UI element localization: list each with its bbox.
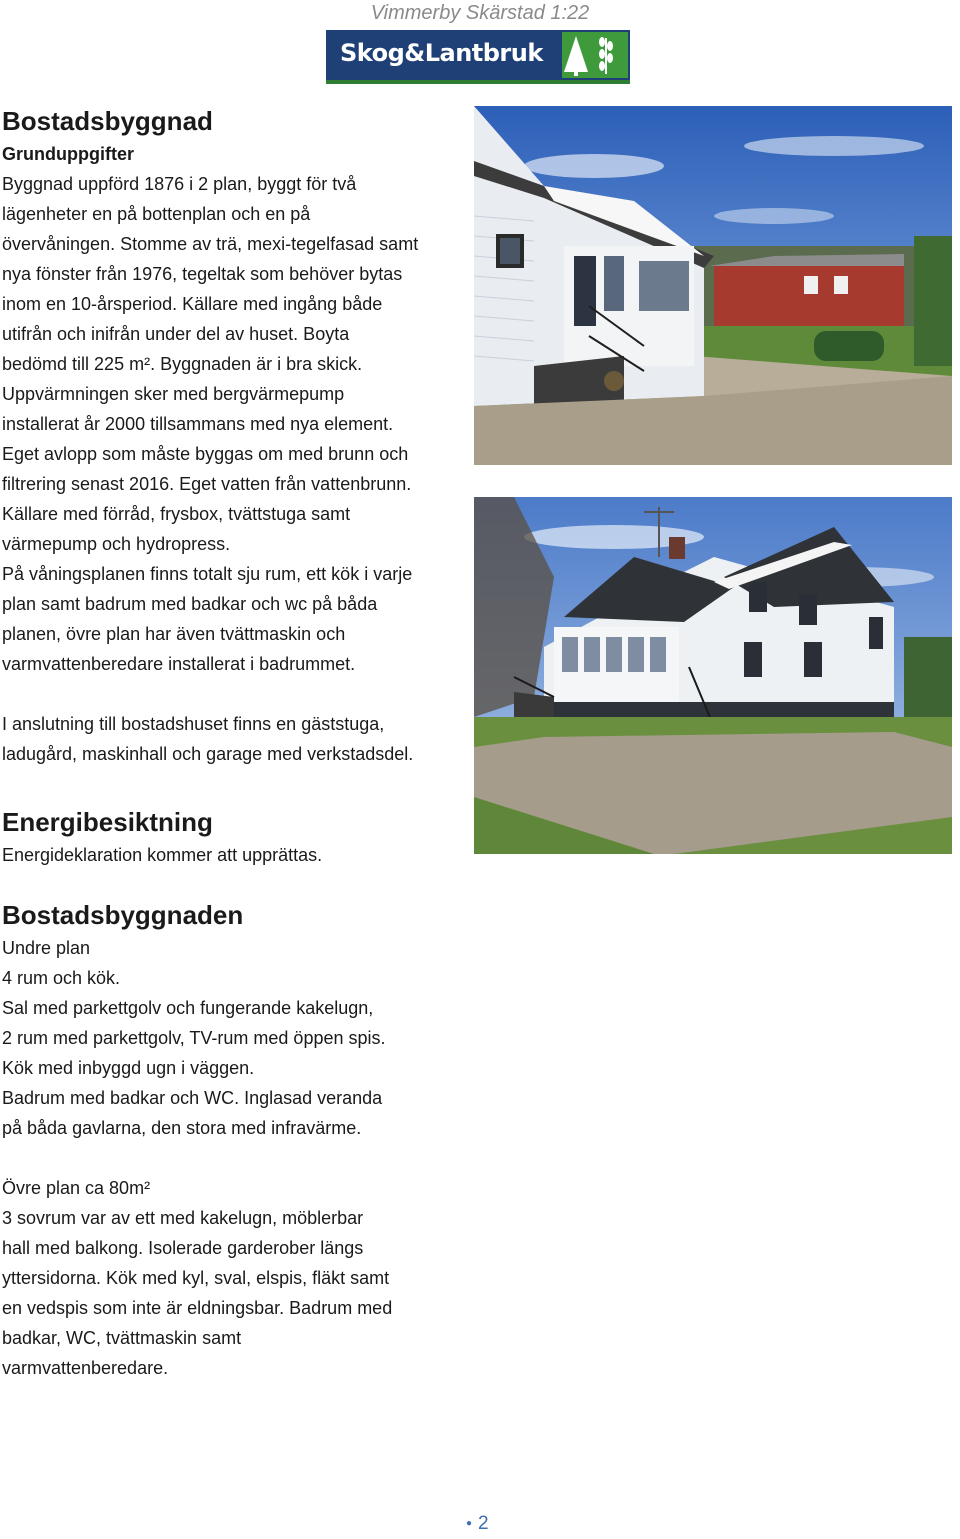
page-number-value: 2 — [478, 1513, 489, 1534]
section-subtitle: Grunduppgifter — [2, 144, 134, 164]
logo-text: Skog&Lantbruk — [340, 39, 543, 67]
text-line: installerat år 2000 tillsammans med nya element. — [2, 414, 394, 434]
company-logo — [326, 30, 630, 84]
text-line: hall med balkong. Isolerade garderober längs — [2, 1238, 364, 1258]
text-line: planen, övre plan har även tvättmaskin och — [2, 624, 346, 644]
text-line: bedömd till 225 m². Byggnaden är i bra skick. — [2, 354, 363, 374]
energy-text: Energideklaration kommer att upprättas. — [2, 845, 323, 865]
text-line: I anslutning till bostadshuset finns en gäststuga, — [2, 714, 385, 734]
text-line: plan samt badrum med badkar och wc på båda — [2, 594, 378, 614]
text-line: badkar, WC, tvättmaskin samt — [2, 1328, 242, 1348]
tree-icon — [562, 32, 628, 78]
bullet-icon: ● — [466, 1518, 473, 1530]
house-entrance-photo — [474, 106, 952, 465]
text-line: filtrering senast 2016. Eget vatten från vattenbrunn. — [2, 474, 412, 494]
text-line: Badrum med badkar och WC. Inglasad veranda — [2, 1088, 383, 1108]
section-energibesiktning — [2, 806, 472, 870]
text-line: varmvattenberedare installerat i badrummet. — [2, 654, 356, 674]
section-title: Energibesiktning — [2, 807, 213, 837]
section-title: Bostadsbyggnad — [2, 106, 213, 136]
page-number — [466, 1513, 489, 1535]
text-line: På våningsplanen finns totalt sju rum, ett kök i varje — [2, 564, 413, 584]
text-line: Byggnad uppförd 1876 i 2 plan, byggt för två — [2, 174, 357, 194]
text-line: nya fönster från 1976, tegeltak som behöver bytas — [2, 264, 403, 284]
text-line: Uppvärmningen sker med bergvärmepump — [2, 384, 345, 404]
document-reference: Vimmerby Skärstad 1:22 — [370, 2, 590, 24]
text-line: inom en 10-årsperiod. Källare med ingång både — [2, 294, 383, 314]
text-line: på båda gavlarna, den stora med infravärme. — [2, 1118, 362, 1138]
text-line: övervåningen. Stomme av trä, mexi-tegelfasad samt — [2, 234, 419, 254]
annex-paragraph — [2, 709, 472, 769]
description-paragraph — [2, 169, 472, 679]
text-line: Undre plan — [2, 938, 91, 958]
text-line: en vedspis som inte är eldningsbar. Badrum med — [2, 1298, 393, 1318]
text-line: värmepump och hydropress. — [2, 534, 231, 554]
text-line: 4 rum och kök. — [2, 968, 121, 988]
text-line: 3 sovrum var av ett med kakelugn, möblerbar — [2, 1208, 364, 1228]
text-line: Källare med förråd, frysbox, tvättstuga samt — [2, 504, 351, 524]
text-line: Sal med parkettgolv och fungerande kakelugn, — [2, 998, 374, 1018]
section-bostadsbyggnad — [2, 105, 472, 769]
text-line: Kök med inbyggd ugn i väggen. — [2, 1058, 255, 1078]
text-line: varmvattenberedare. — [2, 1358, 169, 1378]
text-line: lägenheter en på bottenplan och en på — [2, 204, 311, 224]
text-line: utifrån och inifrån under del av huset. Boyta — [2, 324, 350, 344]
text-line: Övre plan ca 80m² — [2, 1178, 151, 1198]
house-exterior-photo — [474, 497, 952, 854]
text-line: Eget avlopp som måste byggas om med brunn och — [2, 444, 409, 464]
text-line: ladugård, maskinhall och garage med verkstadsdel. — [2, 744, 414, 764]
text-line: yttersidorna. Kök med kyl, sval, elspis, fläkt samt — [2, 1268, 390, 1288]
upper-floor-description — [2, 1173, 472, 1383]
section-bostadsbyggnaden — [2, 899, 472, 1383]
text-line: 2 rum med parkettgolv, TV-rum med öppen spis. — [2, 1028, 386, 1048]
section-title: Bostadsbyggnaden — [2, 900, 244, 930]
lower-floor-description — [2, 933, 472, 1143]
